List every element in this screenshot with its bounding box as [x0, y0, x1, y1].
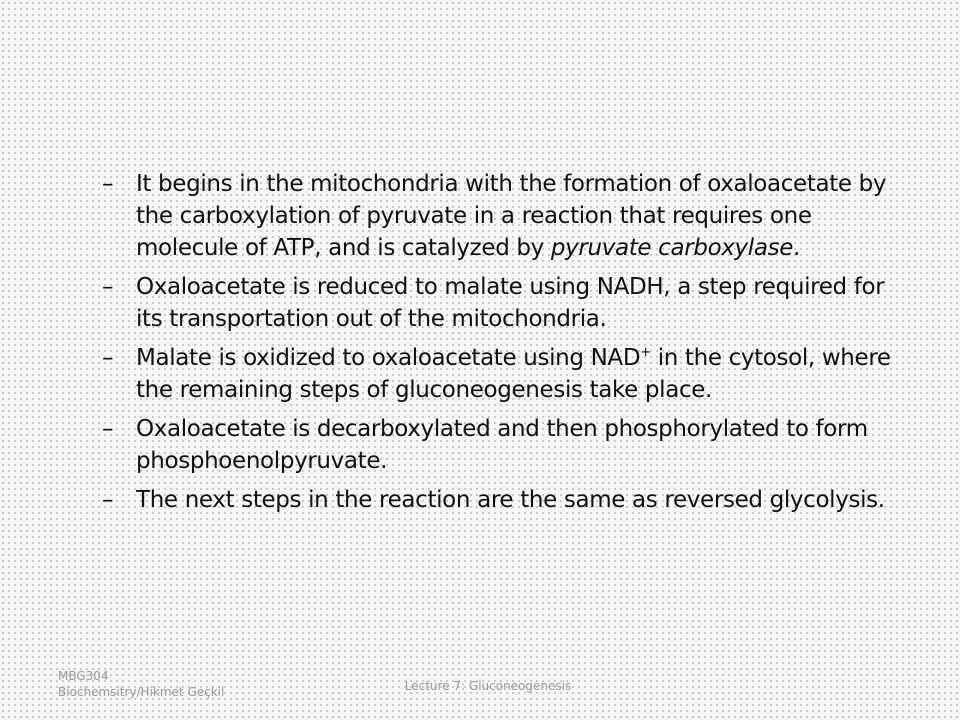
bullet-dash: –	[102, 487, 114, 513]
bullet-dash: –	[102, 171, 114, 197]
bullet-item	[96, 413, 904, 477]
bullet-text: Oxaloacetate is reduced to malate using NADH, a step required for its transportation out of the mitochondria.	[136, 274, 885, 332]
footer-course-info	[58, 668, 298, 700]
footer-course-code: MBG304	[58, 669, 109, 683]
bullet-item	[96, 342, 904, 406]
bullet-item	[96, 271, 904, 335]
footer-lecture-title: Lecture 7: Gluconeogenesis	[404, 679, 572, 693]
bullet-text: It begins in the mitochondria with the formation of oxaloacetate by the carboxylation of pyruvate in a reaction that requires one molecule of ATP, and is catalyzed by	[136, 171, 887, 261]
bullet-text-end: in the cytosol, where the remaining steps of gluconeogenesis take place.	[136, 345, 891, 403]
bullet-dash: –	[102, 345, 114, 371]
bullet-text: Oxaloacetate is decarboxylated and then phosphorylated to form phosphoenolpyruvate.	[136, 416, 868, 474]
bullet-dash: –	[102, 274, 114, 300]
bullet-list	[96, 168, 904, 523]
footer-course-author: Biochemsitry/Hikmet Geçkil	[58, 685, 225, 699]
bullet-superscript: +	[640, 345, 651, 360]
bullet-text: Malate is oxidized to oxaloacetate using NAD	[136, 345, 641, 371]
bullet-item	[96, 484, 904, 516]
bullet-item	[96, 168, 904, 264]
bullet-text-italic: pyruvate carboxylase	[550, 235, 794, 261]
bullet-text: The next steps in the reaction are the same as reversed glycolysis.	[136, 487, 885, 513]
bullet-dash: –	[102, 416, 114, 442]
bullet-text-end: .	[793, 235, 800, 261]
